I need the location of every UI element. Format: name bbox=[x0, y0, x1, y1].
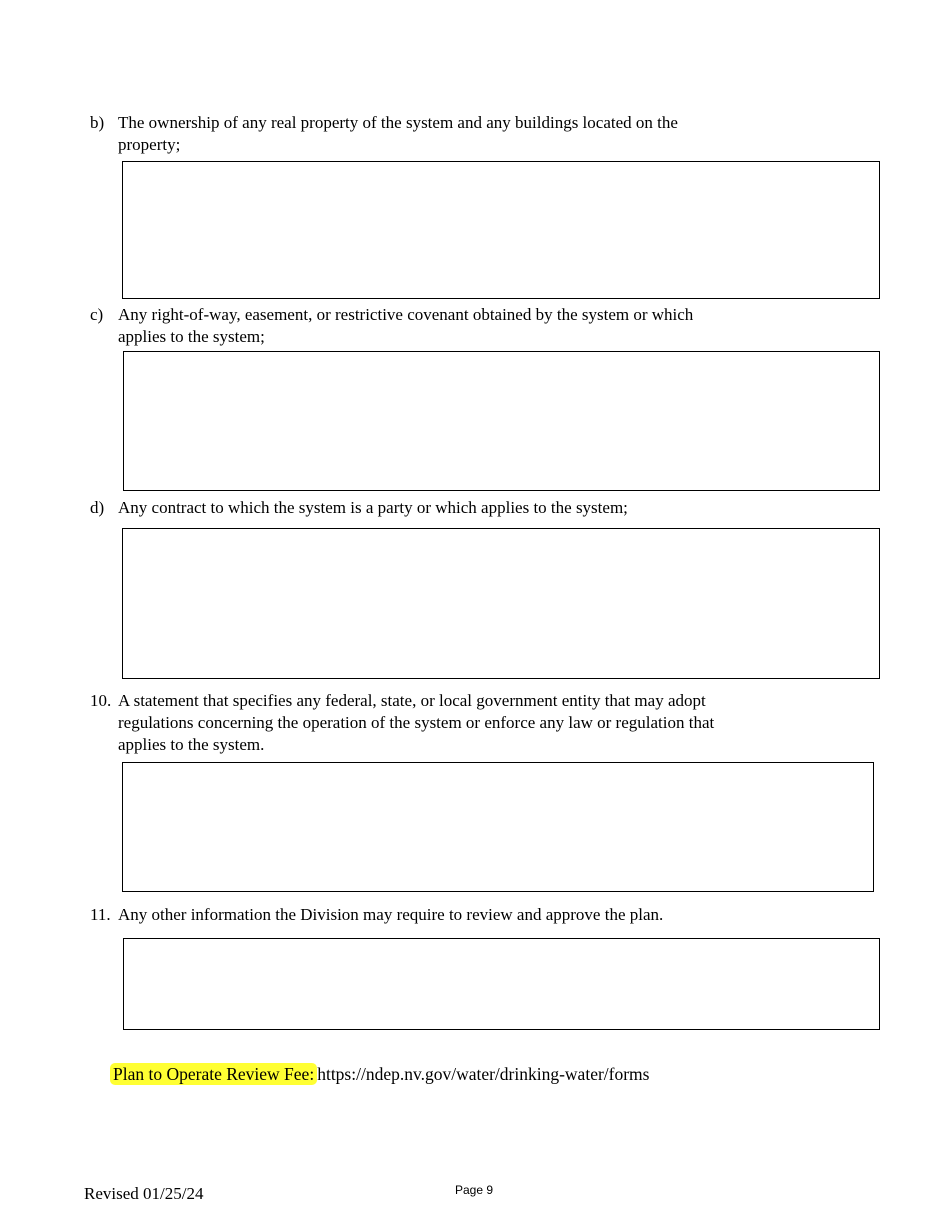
item-d-line-1: Any contract to which the system is a party or which applies to the system; bbox=[118, 498, 628, 517]
item-b-marker: b) bbox=[90, 113, 105, 132]
item-c-text bbox=[118, 304, 693, 348]
item-c-marker: c) bbox=[90, 305, 104, 324]
item-b bbox=[90, 112, 790, 156]
item-11 bbox=[90, 904, 790, 926]
item-10-line-2: regulations concerning the operation of the system or enforce any law or regulation that bbox=[118, 713, 715, 732]
item-d bbox=[90, 497, 790, 519]
item-b-line-1: The ownership of any real property of the system and any buildings located on the bbox=[118, 113, 678, 132]
item-b-line-2: property; bbox=[118, 135, 181, 154]
item-c bbox=[90, 304, 790, 348]
item-d-text bbox=[118, 497, 628, 519]
answer-box-c[interactable] bbox=[123, 351, 880, 491]
answer-box-10[interactable] bbox=[122, 762, 874, 892]
review-fee-link[interactable]: https://ndep.nv.gov/water/drinking-water/forms bbox=[317, 1064, 650, 1084]
page-number: Page 9 bbox=[455, 1183, 494, 1197]
revised-date: Revised 01/25/24 bbox=[84, 1184, 204, 1203]
item-b-text bbox=[118, 112, 678, 156]
item-11-line-1: Any other information the Division may require to review and approve the plan. bbox=[118, 905, 664, 924]
review-fee-label: Plan to Operate Review Fee: bbox=[110, 1063, 317, 1085]
item-10-text bbox=[118, 690, 714, 756]
item-11-marker: 11. bbox=[90, 905, 111, 924]
item-11-text bbox=[118, 904, 663, 926]
item-c-line-2: applies to the system; bbox=[118, 327, 265, 346]
item-c-line-1: Any right-of-way, easement, or restrictive covenant obtained by the system or which bbox=[118, 305, 694, 324]
item-10-line-1: A statement that specifies any federal, state, or local government entity that may adopt bbox=[118, 691, 706, 710]
item-10 bbox=[90, 690, 810, 756]
answer-box-b[interactable] bbox=[122, 161, 880, 299]
answer-box-d[interactable] bbox=[122, 528, 880, 679]
item-10-marker: 10. bbox=[90, 691, 112, 710]
review-fee-line bbox=[110, 1062, 649, 1086]
answer-box-11[interactable] bbox=[123, 938, 880, 1030]
item-10-line-3: applies to the system. bbox=[118, 735, 265, 754]
item-d-marker: d) bbox=[90, 498, 105, 517]
